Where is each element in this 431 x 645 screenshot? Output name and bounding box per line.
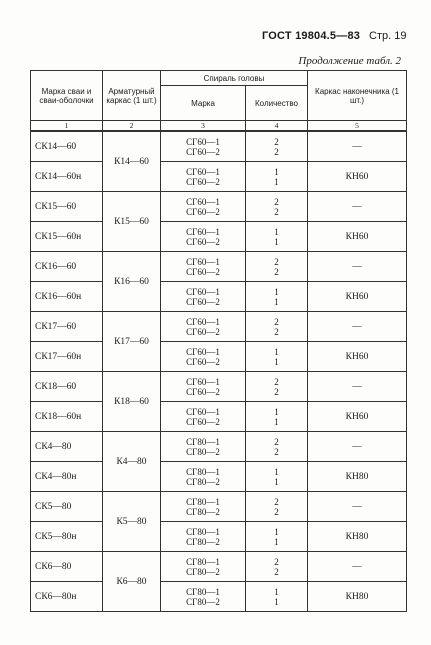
spiral-mark: СГ60—1 — [186, 376, 220, 387]
quantity-value: 1 — [274, 416, 279, 427]
quantity-value: 2 — [274, 436, 279, 447]
quantity-cell — [246, 192, 308, 222]
pile-mark-cell: СК15—60н — [31, 222, 103, 252]
spiral-mark: СГ80—2 — [186, 596, 220, 607]
quantity-value: 1 — [274, 466, 279, 477]
spiral-mark: СГ60—2 — [186, 146, 220, 157]
quantity-cell — [246, 372, 308, 402]
header-spiral-mark: Марка — [161, 86, 246, 121]
tip-carcass-cell: КН60 — [308, 342, 407, 372]
spiral-mark-cell — [161, 312, 246, 342]
spiral-mark: СГ80—1 — [186, 556, 220, 567]
tip-carcass-cell: — — [308, 192, 407, 222]
table-row — [31, 222, 407, 252]
spiral-mark-cell — [161, 342, 246, 372]
quantity-value: 2 — [274, 206, 279, 217]
header-pile-mark: Марка сваи и сваи-оболочки — [31, 71, 103, 121]
spiral-mark-cell — [161, 492, 246, 522]
table-header — [31, 71, 407, 132]
spiral-mark-cell — [161, 372, 246, 402]
tip-carcass-cell: — — [308, 492, 407, 522]
spiral-mark: СГ80—2 — [186, 476, 220, 487]
tip-carcass-cell: — — [308, 372, 407, 402]
spiral-mark: СГ80—1 — [186, 496, 220, 507]
header-quantity: Количество — [246, 86, 308, 121]
tip-carcass-cell: КН60 — [308, 162, 407, 192]
quantity-cell — [246, 342, 308, 372]
quantity-value: 1 — [274, 346, 279, 357]
header-carcass: Арматурный каркас (1 шт.) — [103, 71, 161, 121]
pile-mark-cell: СК4—80н — [31, 462, 103, 492]
quantity-value: 2 — [274, 376, 279, 387]
spiral-mark: СГ60—1 — [186, 286, 220, 297]
column-number: 2 — [103, 121, 161, 132]
tip-carcass-cell: — — [308, 552, 407, 582]
pile-mark-cell: СК17—60н — [31, 342, 103, 372]
table-row — [31, 522, 407, 552]
quantity-value: 2 — [274, 386, 279, 397]
table-row — [31, 162, 407, 192]
quantity-value: 2 — [274, 136, 279, 147]
pile-mark-cell: СК4—80 — [31, 432, 103, 462]
table-row — [31, 432, 407, 462]
spiral-mark-cell — [161, 522, 246, 552]
spiral-mark-cell — [161, 282, 246, 312]
quantity-value: 1 — [274, 406, 279, 417]
quantity-cell — [246, 402, 308, 432]
spiral-mark-cell — [161, 252, 246, 282]
pile-table — [30, 70, 407, 612]
tip-carcass-cell: — — [308, 312, 407, 342]
spiral-mark: СГ80—1 — [186, 526, 220, 537]
quantity-value: 1 — [274, 226, 279, 237]
spiral-mark-cell — [161, 222, 246, 252]
table-row — [31, 492, 407, 522]
spiral-mark: СГ60—1 — [186, 346, 220, 357]
spiral-mark: СГ60—1 — [186, 226, 220, 237]
table-row — [31, 372, 407, 402]
tip-carcass-cell: — — [308, 432, 407, 462]
spiral-mark-cell — [161, 462, 246, 492]
pile-mark-cell: СК5—80 — [31, 492, 103, 522]
quantity-cell — [246, 131, 308, 162]
spiral-mark: СГ60—2 — [186, 386, 220, 397]
spiral-mark: СГ60—1 — [186, 256, 220, 267]
pile-mark-cell: СК17—60 — [31, 312, 103, 342]
spiral-mark: СГ60—1 — [186, 316, 220, 327]
quantity-value: 2 — [274, 256, 279, 267]
column-number: 4 — [246, 121, 308, 132]
carcass-cell: К16—60 — [103, 252, 161, 312]
pile-mark-cell: СК6—80 — [31, 552, 103, 582]
tip-carcass-cell: КН80 — [308, 582, 407, 612]
spiral-mark: СГ60—1 — [186, 166, 220, 177]
quantity-value: 2 — [274, 266, 279, 277]
spiral-mark: СГ80—2 — [186, 506, 220, 517]
spiral-mark: СГ60—2 — [186, 236, 220, 247]
table-row — [31, 462, 407, 492]
quantity-value: 2 — [274, 566, 279, 577]
quantity-value: 2 — [274, 496, 279, 507]
header-tip-carcass: Каркас наконечника (1 шт.) — [308, 71, 407, 121]
carcass-cell: К4—80 — [103, 432, 161, 492]
pile-mark-cell: СК5—80н — [31, 522, 103, 552]
spiral-mark: СГ80—1 — [186, 586, 220, 597]
quantity-cell — [246, 312, 308, 342]
column-number: 1 — [31, 121, 103, 132]
quantity-value: 1 — [274, 176, 279, 187]
tip-carcass-cell: — — [308, 131, 407, 162]
quantity-value: 1 — [274, 286, 279, 297]
tip-carcass-cell: КН60 — [308, 402, 407, 432]
table-row — [31, 192, 407, 222]
spiral-mark: СГ80—2 — [186, 536, 220, 547]
spiral-mark-cell — [161, 192, 246, 222]
quantity-value: 2 — [274, 196, 279, 207]
spiral-mark-cell — [161, 582, 246, 612]
table-body — [31, 131, 407, 612]
column-number: 5 — [308, 121, 407, 132]
quantity-cell — [246, 432, 308, 462]
quantity-value: 1 — [274, 536, 279, 547]
table-row — [31, 342, 407, 372]
spiral-mark: СГ60—2 — [186, 416, 220, 427]
table-caption: Продолжение табл. 2 — [298, 55, 401, 67]
carcass-cell: К15—60 — [103, 192, 161, 252]
spiral-mark: СГ60—2 — [186, 206, 220, 217]
pile-mark-cell: СК15—60 — [31, 192, 103, 222]
pile-mark-cell: СК6—80н — [31, 582, 103, 612]
standard-number: ГОСТ 19804.5—83 — [262, 30, 361, 42]
quantity-cell — [246, 282, 308, 312]
spiral-mark: СГ80—1 — [186, 466, 220, 477]
pile-mark-cell: СК14—60н — [31, 162, 103, 192]
spiral-mark: СГ60—2 — [186, 266, 220, 277]
spiral-mark: СГ60—2 — [186, 176, 220, 187]
quantity-value: 2 — [274, 506, 279, 517]
quantity-value: 2 — [274, 446, 279, 457]
carcass-cell: К6—80 — [103, 552, 161, 612]
table-row — [31, 312, 407, 342]
carcass-cell: К18—60 — [103, 372, 161, 432]
quantity-value: 2 — [274, 316, 279, 327]
tip-carcass-cell: КН80 — [308, 462, 407, 492]
carcass-cell: К14—60 — [103, 131, 161, 192]
spiral-mark: СГ60—1 — [186, 196, 220, 207]
table-row — [31, 582, 407, 612]
pile-mark-cell: СК18—60н — [31, 402, 103, 432]
quantity-value: 1 — [274, 236, 279, 247]
tip-carcass-cell: КН60 — [308, 222, 407, 252]
table-row — [31, 252, 407, 282]
quantity-value: 1 — [274, 166, 279, 177]
carcass-cell: К17—60 — [103, 312, 161, 372]
quantity-cell — [246, 252, 308, 282]
quantity-cell — [246, 162, 308, 192]
quantity-value: 1 — [274, 586, 279, 597]
spiral-mark: СГ60—2 — [186, 356, 220, 367]
quantity-value: 1 — [274, 596, 279, 607]
quantity-value: 1 — [274, 476, 279, 487]
quantity-value: 1 — [274, 356, 279, 367]
quantity-cell — [246, 492, 308, 522]
quantity-value: 1 — [274, 296, 279, 307]
table-row — [31, 402, 407, 432]
page-number: Стр. 19 — [369, 30, 407, 42]
quantity-value: 1 — [274, 526, 279, 537]
tip-carcass-cell: КН60 — [308, 282, 407, 312]
header-spiral-group: Спираль головы — [161, 71, 308, 86]
table-row — [31, 282, 407, 312]
spiral-mark-cell — [161, 432, 246, 462]
quantity-cell — [246, 462, 308, 492]
spiral-mark: СГ80—2 — [186, 446, 220, 457]
pile-mark-cell: СК16—60н — [31, 282, 103, 312]
spiral-mark-cell — [161, 131, 246, 162]
spiral-mark-cell — [161, 552, 246, 582]
spiral-mark: СГ80—1 — [186, 436, 220, 447]
spiral-mark: СГ60—1 — [186, 406, 220, 417]
carcass-cell: К5—80 — [103, 492, 161, 552]
spiral-mark: СГ60—2 — [186, 326, 220, 337]
pile-mark-cell: СК18—60 — [31, 372, 103, 402]
quantity-cell — [246, 582, 308, 612]
quantity-cell — [246, 522, 308, 552]
quantity-value: 2 — [274, 146, 279, 157]
pile-mark-cell: СК16—60 — [31, 252, 103, 282]
spiral-mark: СГ80—2 — [186, 566, 220, 577]
quantity-cell — [246, 552, 308, 582]
table-row — [31, 131, 407, 162]
quantity-cell — [246, 222, 308, 252]
spiral-mark: СГ60—1 — [186, 136, 220, 147]
spiral-mark: СГ60—2 — [186, 296, 220, 307]
table-row — [31, 552, 407, 582]
spiral-mark-cell — [161, 402, 246, 432]
pile-mark-cell: СК14—60 — [31, 131, 103, 162]
quantity-value: 2 — [274, 556, 279, 567]
column-number: 3 — [161, 121, 246, 132]
quantity-value: 2 — [274, 326, 279, 337]
spiral-mark-cell — [161, 162, 246, 192]
tip-carcass-cell: — — [308, 252, 407, 282]
tip-carcass-cell: КН80 — [308, 522, 407, 552]
